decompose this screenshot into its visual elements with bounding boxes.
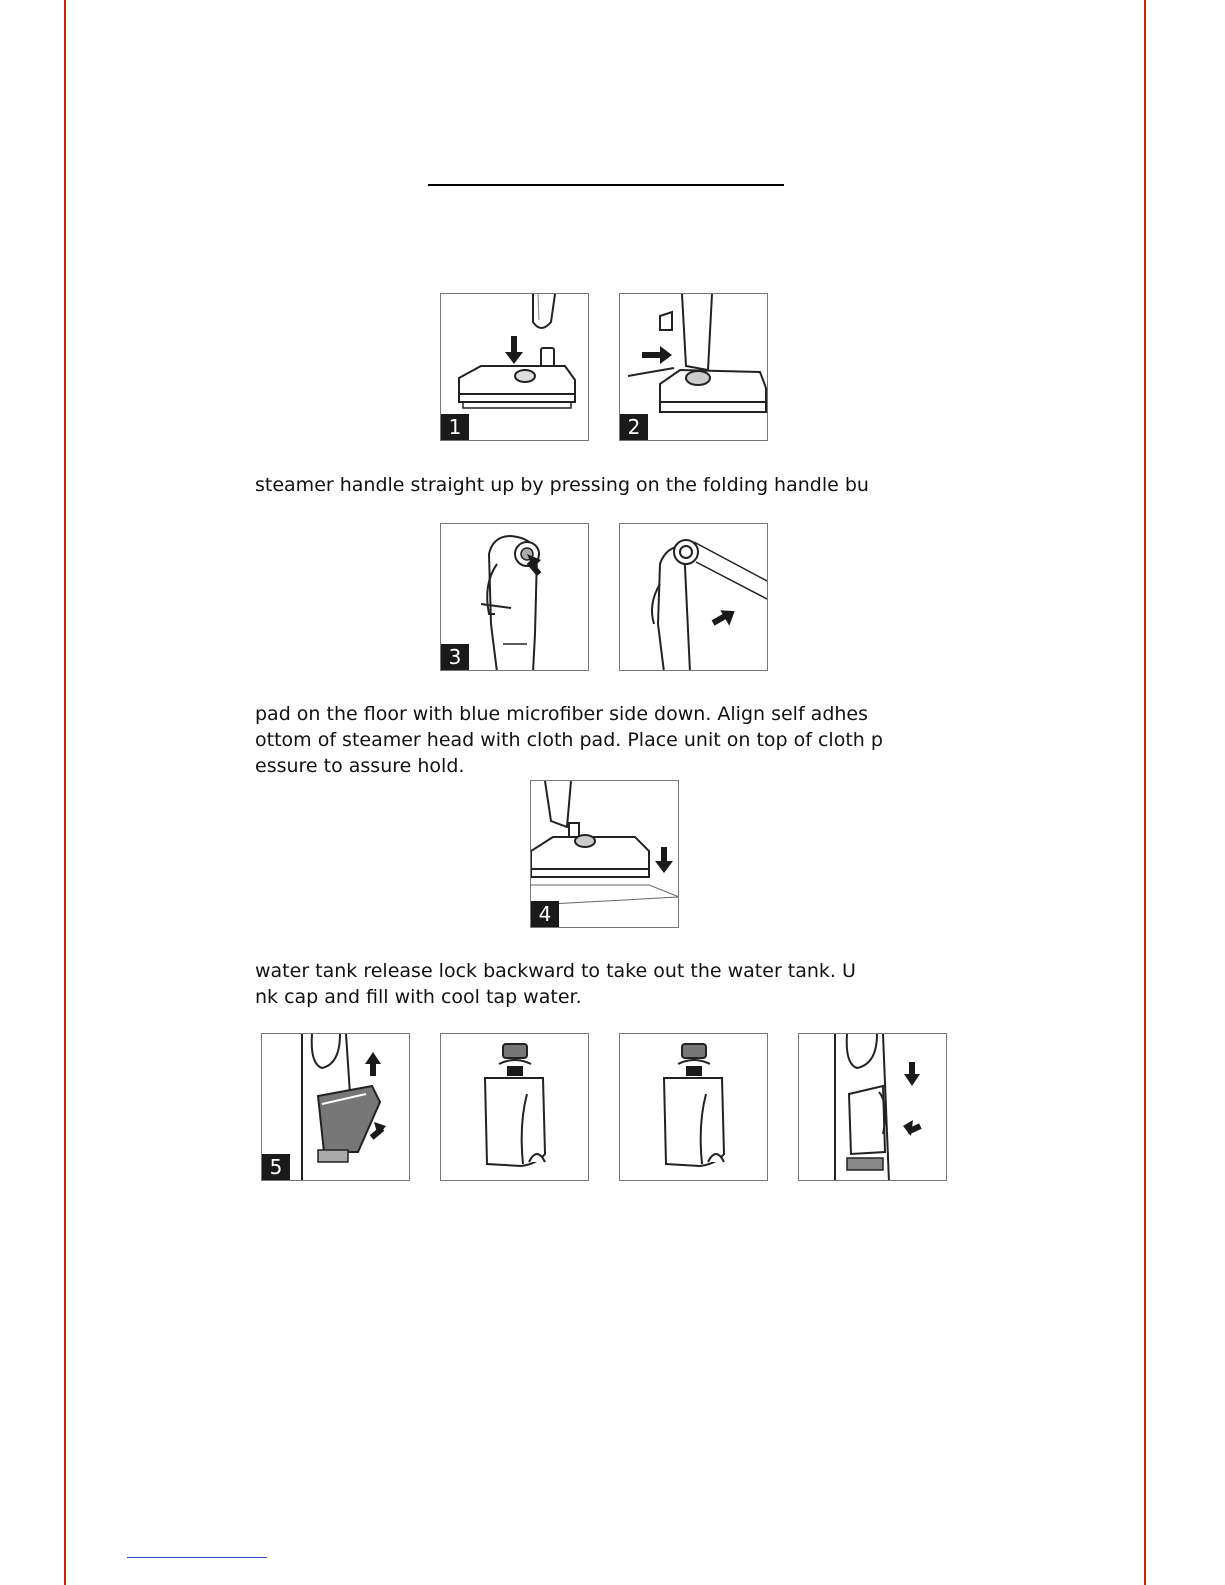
figure-step-3 — [440, 523, 589, 671]
figure-tank-cap-close — [619, 1033, 768, 1181]
text-line: pad on the floor with blue microfiber side down. Align self adhes — [255, 703, 869, 725]
left-margin-line — [64, 0, 66, 1585]
text-line: ottom of steamer head with cloth pad. Place unit on top of cloth p — [255, 729, 883, 751]
right-margin-line — [1144, 0, 1146, 1585]
figure-step-1 — [440, 293, 589, 441]
text-line: nk cap and fill with cool tap water. — [255, 986, 582, 1008]
step-number-badge: 2 — [620, 414, 648, 440]
figure-tank-cap-open — [440, 1033, 589, 1181]
text-line: steamer handle straight up by pressing on the folding handle bu — [255, 474, 869, 496]
water-tank-reinsert-illustration — [799, 1034, 947, 1181]
title-underline — [428, 184, 784, 186]
handle-folding-illustration — [620, 524, 768, 671]
step-number-badge: 5 — [262, 1154, 290, 1180]
footer-link-underline[interactable] — [127, 1557, 267, 1558]
instruction-paragraph-3 — [255, 958, 948, 1010]
instruction-paragraph-2 — [255, 701, 948, 779]
instruction-paragraph-1 — [255, 472, 948, 498]
figure-step-4 — [530, 780, 679, 928]
figure-step-5 — [261, 1033, 410, 1181]
step-number-badge: 1 — [441, 414, 469, 440]
text-line: water tank release lock backward to take out the water tank. U — [255, 960, 856, 982]
figure-tank-reinsert — [798, 1033, 947, 1181]
figure-step-2 — [619, 293, 768, 441]
text-line: essure to assure hold. — [255, 755, 465, 777]
figure-handle-folding — [619, 523, 768, 671]
tank-cap-screw-illustration — [620, 1034, 768, 1181]
tank-cap-unscrew-illustration — [441, 1034, 589, 1181]
step-number-badge: 3 — [441, 644, 469, 670]
step-number-badge: 4 — [531, 901, 559, 927]
